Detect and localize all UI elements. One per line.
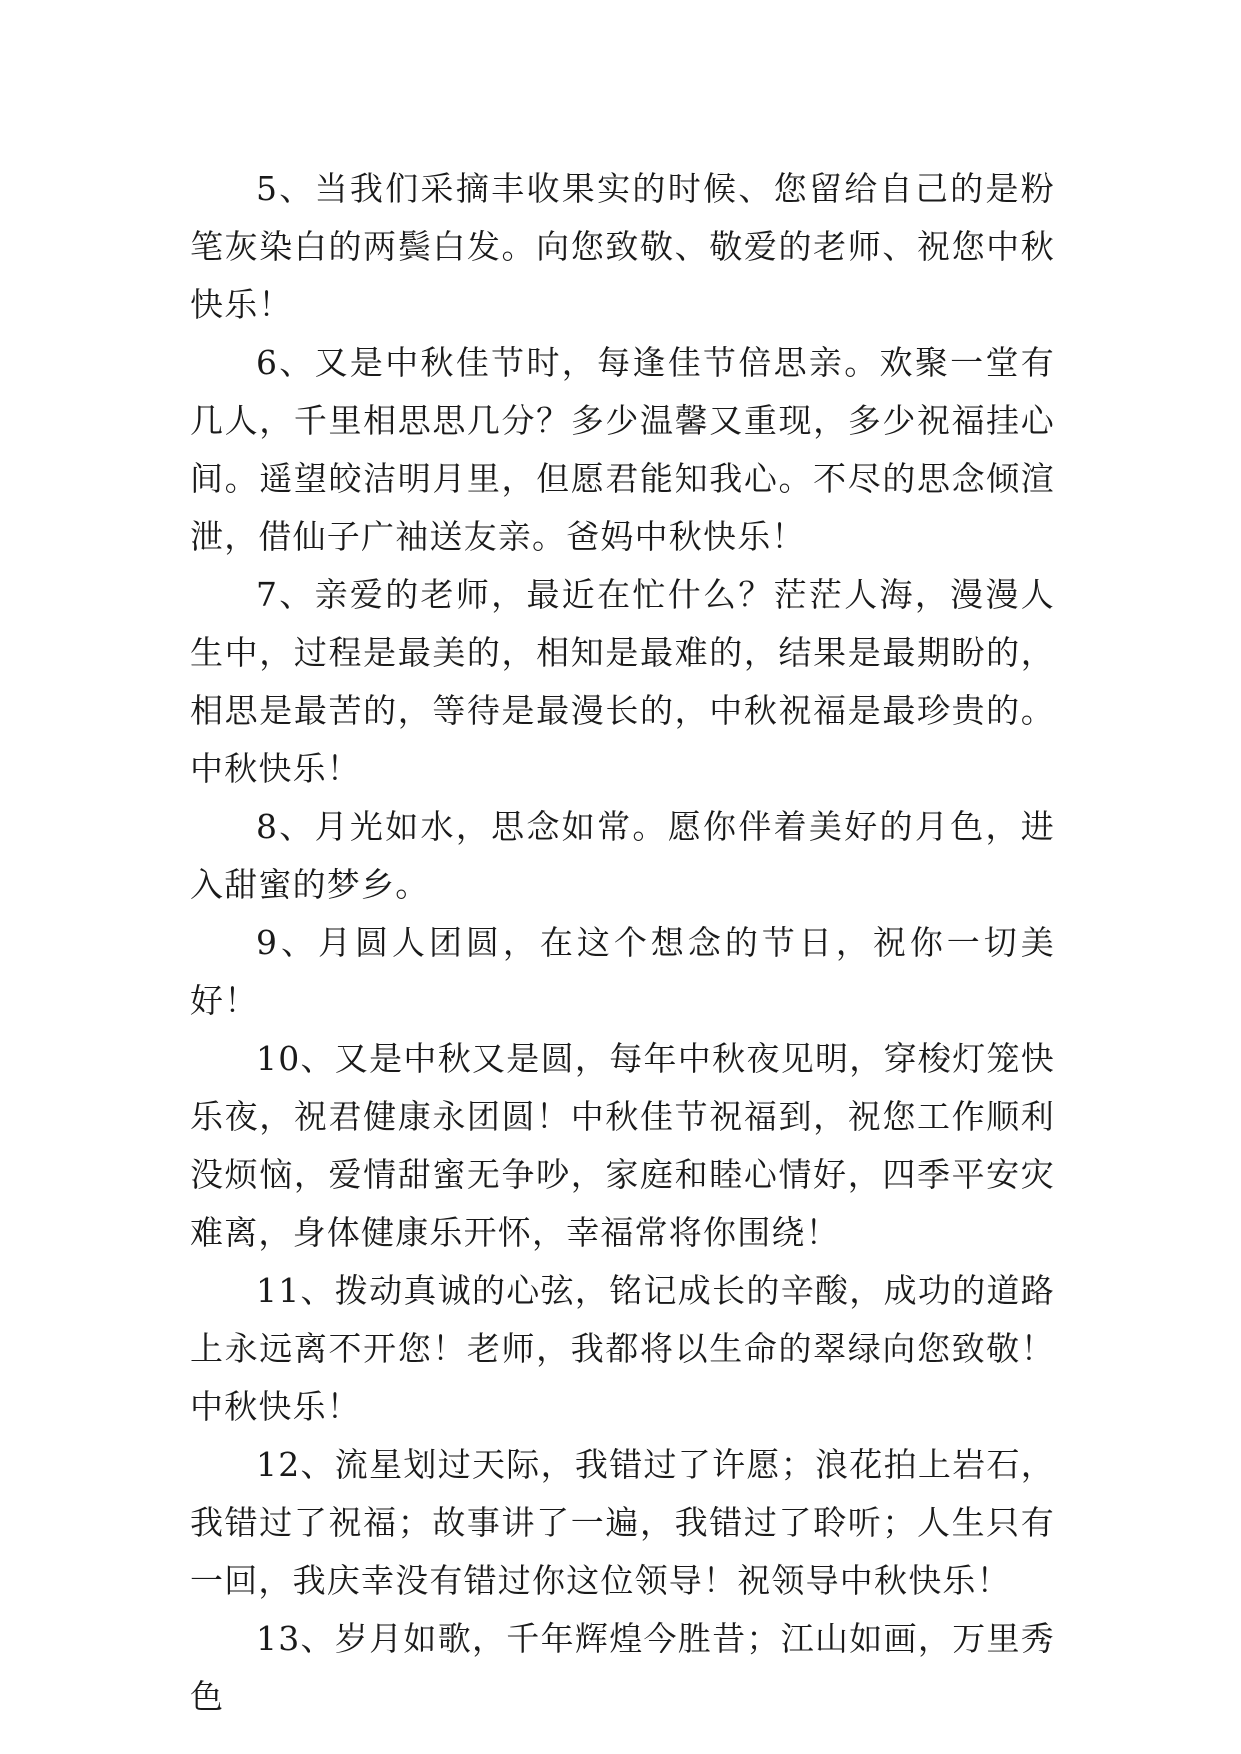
- paragraph-8: 8、月光如水，思念如常。愿你伴着美好的月色，进入甜蜜的梦乡。: [190, 807, 1055, 904]
- document-body: [190, 160, 1055, 1726]
- paragraph-9: 9、月圆人团圆，在这个想念的节日，祝你一切美好！: [190, 923, 1055, 1020]
- paragraph-5: 5、当我们采摘丰收果实的时候、您留给自己的是粉笔灰染白的两鬓白发。向您致敬、敬爱的老师、祝您中秋快乐！: [190, 169, 1055, 324]
- paragraph-11: 11、拨动真诚的心弦，铭记成长的辛酸，成功的道路上永远离不开您！老师，我都将以生命的翠绿向您致敬！中秋快乐！: [190, 1271, 1055, 1426]
- paragraph-10: 10、又是中秋又是圆，每年中秋夜见明，穿梭灯笼快乐夜，祝君健康永团圆！中秋佳节祝福到，祝您工作顺利没烦恼，爱情甜蜜无争吵，家庭和睦心情好，四季平安灾难离，身体健康乐开怀，幸福常将你围绕！: [190, 1039, 1055, 1252]
- paragraph-7: 7、亲爱的老师，最近在忙什么？茫茫人海，漫漫人生中，过程是最美的，相知是最难的，结果是最期盼的，相思是最苦的，等待是最漫长的，中秋祝福是最珍贵的。中秋快乐！: [190, 575, 1055, 788]
- paragraph-6: 6、又是中秋佳节时，每逢佳节倍思亲。欢聚一堂有几人，千里相思思几分？多少温馨又重现，多少祝福挂心间。遥望皎洁明月里，但愿君能知我心。不尽的思念倾渲泄，借仙子广袖送友亲。爸妈中秋快乐！: [190, 343, 1055, 556]
- paragraph-13: 13、岁月如歌，千年辉煌今胜昔；江山如画，万里秀色: [190, 1619, 1055, 1716]
- paragraph-12: 12、流星划过天际，我错过了许愿；浪花拍上岩石，我错过了祝福；故事讲了一遍，我错过了聆听；人生只有一回，我庆幸没有错过你这位领导！祝领导中秋快乐！: [190, 1445, 1055, 1600]
